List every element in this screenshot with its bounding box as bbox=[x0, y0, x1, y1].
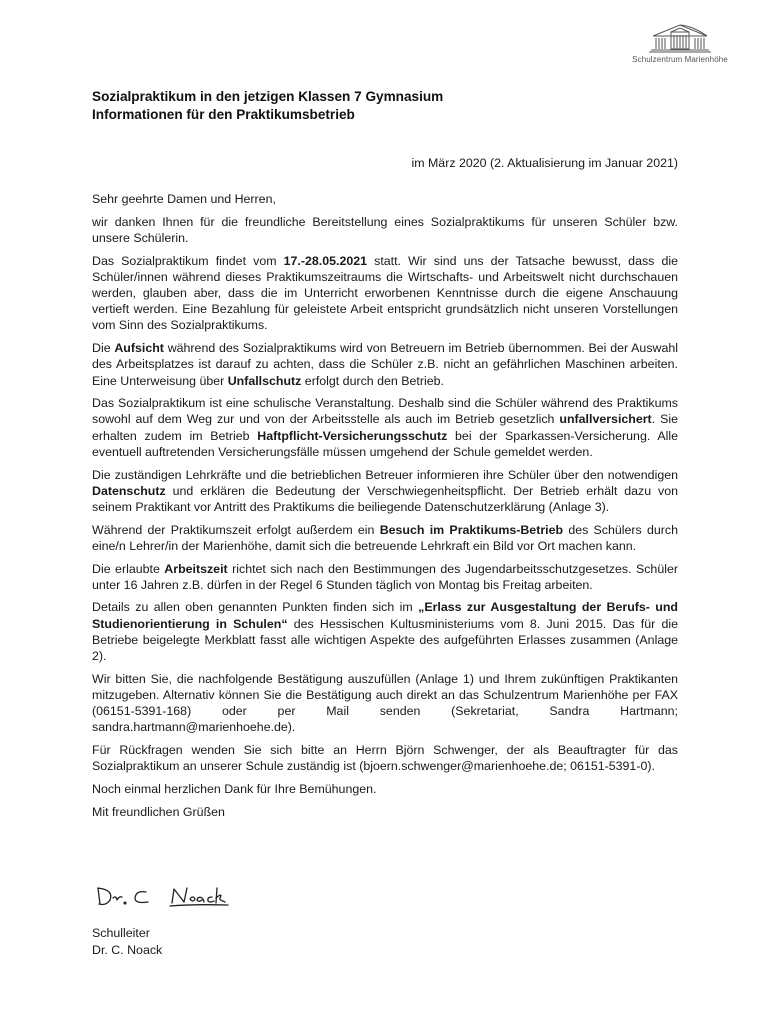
bold-erlass: „Erlass zur Ausgestaltung der Berufs- und Studienorientierung in Schulen“ bbox=[92, 600, 679, 631]
bold-unfallversichert: unfallversichert bbox=[559, 412, 652, 427]
bold-besuch: Besuch im Praktikums-Betrieb bbox=[379, 522, 564, 537]
school-logo bbox=[630, 22, 730, 70]
bold-arbeitszeit: Arbeitszeit bbox=[164, 561, 228, 576]
paragraph-insurance: Das Sozialpraktikum ist eine schulische Veranstaltung. Deshalb sind die Schüler während des Praktikums sowohl auf dem Weg zur und von der Arbeitsstelle als auch im Betrieb gesetzlich unfallversichert. Sie erhalten zudem im Betrieb Haftpflicht-Versicherungsschutz bei der Sparkassen-Versicherung. Alle eventuell auftretenden Versicherungsfälle müssen umgehend der Schule gemeldet werden. bbox=[92, 396, 679, 459]
signer-role: Schulleiter bbox=[92, 926, 150, 940]
title-line-1: Sozialpraktikum in den jetzigen Klassen 7 Gymnasium bbox=[92, 89, 444, 104]
signer-name: Dr. C. Noack bbox=[92, 942, 163, 957]
paragraph-decree: Details zu allen oben genannten Punkten finden sich im „Erlass zur Ausgestaltung der Berufs- und Studienorientierung in Schulen“ des Hessischen Kultusministeriums vom 8. Juni 2015. Das für die Betriebe beigelegte Merkblatt fasst alle wichtigen Aspekte des aufgeführten Erlasses zusammen (Anlage 2). bbox=[92, 600, 679, 664]
bold-dates: 17.-28.05.2021 bbox=[283, 253, 368, 268]
signature-image bbox=[92, 878, 242, 914]
letter-body bbox=[92, 191, 678, 826]
paragraph-supervision: Die Aufsicht während des Sozialpraktikums wird von Betreuern im Betrieb übernommen. Bei der Auswahl des Arbeitsplatzes ist darauf zu achten, dass die Schüler z.B. nicht an gefährlichen Maschinen arbeiten. Eine Unterweisung über Unfallschutz erfolgt durch den Betrieb. bbox=[92, 341, 678, 388]
bold-aufsicht: Aufsicht bbox=[114, 341, 164, 356]
bold-unfallschutz: Unfallschutz bbox=[227, 373, 302, 388]
bold-haftpflicht: Haftpflicht-Versicherungsschutz bbox=[257, 428, 448, 443]
paragraph-data-protection: Die zuständigen Lehrkräfte und die betrieblichen Betreuer informieren ihre Schüler über den notwendigen Datenschutz und erklären die Bedeutung der Verschwiegenheitspflicht. Der Betrieb erhält dazu von seinem Praktikant vor Antritt des Praktikums die beiliegende Datenschutzerklärung (Anlage 3). bbox=[92, 467, 678, 514]
paragraph-confirmation: Wir bitten Sie, die nachfolgende Bestätigung auszufüllen (Anlage 1) und Ihrem zukünftigen Praktikanten mitzugeben. Alternativ können Sie die Bestätigung auch direkt an das Schulzentrum Marienhöhe per FAX (06151-5391-168) oder per Mail senden (Sekretariat, Sandra Hartmann; sandra.hartmann@marienhoehe.de). bbox=[92, 671, 678, 735]
paragraph-thanks: wir danken Ihnen für die freundliche Bereitstellung eines Sozialpraktikums für unseren Schüler bzw. unsere Schülerin. bbox=[92, 214, 678, 245]
paragraph-questions: Für Rückfragen wenden Sie sich bitte an Herrn Björn Schwenger, der als Beauftragter für das Sozialpraktikum an unserer Schule zuständig ist (bjoern.schwenger@marienhoehe.de; 06151-5391-0). bbox=[92, 743, 678, 774]
closing-block bbox=[92, 925, 162, 958]
paragraph-closing-thanks: Noch einmal herzlichen Dank für Ihre Bemühungen. bbox=[92, 782, 377, 796]
paragraph-working-hours: Die erlaubte Arbeitszeit richtet sich nach den Bestimmungen des Jugendarbeitsschutzgesetzes. Schüler unter 16 Jahren z.B. dürfen in der Regel 6 Stunden täglich von Montag bis Freitag arbeiten. bbox=[92, 561, 678, 592]
signature bbox=[92, 878, 242, 914]
logo-text: Schulzentrum Marienhöhe bbox=[632, 55, 728, 64]
bold-datenschutz: Datenschutz bbox=[92, 483, 166, 498]
title-line-2: Informationen für den Praktikumsbetrieb bbox=[92, 107, 355, 122]
paragraph-visit: Während der Praktikumszeit erfolgt außerdem ein Besuch im Praktikums-Betrieb des Schülers durch eine/n Lehrer/in der Marienhöhe, damit sich die betreuende Lehrkraft ein Bild vor Ort machen kann. bbox=[92, 522, 678, 553]
greeting: Sehr geehrte Damen und Herren, bbox=[92, 192, 276, 206]
document-title bbox=[92, 88, 692, 124]
date-line: im März 2020 (2. Aktualisierung im Januar 2021) bbox=[411, 156, 678, 170]
building-logo-icon bbox=[649, 22, 711, 54]
paragraph-regards: Mit freundlichen Grüßen bbox=[92, 804, 225, 819]
paragraph-dates: Das Sozialpraktikum findet vom 17.-28.05.2021 statt. Wir sind uns der Tatsache bewusst, dass die Schüler/innen während dieses Praktikumszeitraums die Wirtschafts- und Arbeitswelt nicht durchschauen werden, glauben aber, dass die im Unterricht erworbenen Kenntnisse durch die eigene Anschauung vertieft werden. Eine Bezahlung für geleistete Arbeit entspricht grundsätzlich nicht unseren Vorstellungen vom Sinn des Sozialpraktikums. bbox=[92, 253, 678, 333]
